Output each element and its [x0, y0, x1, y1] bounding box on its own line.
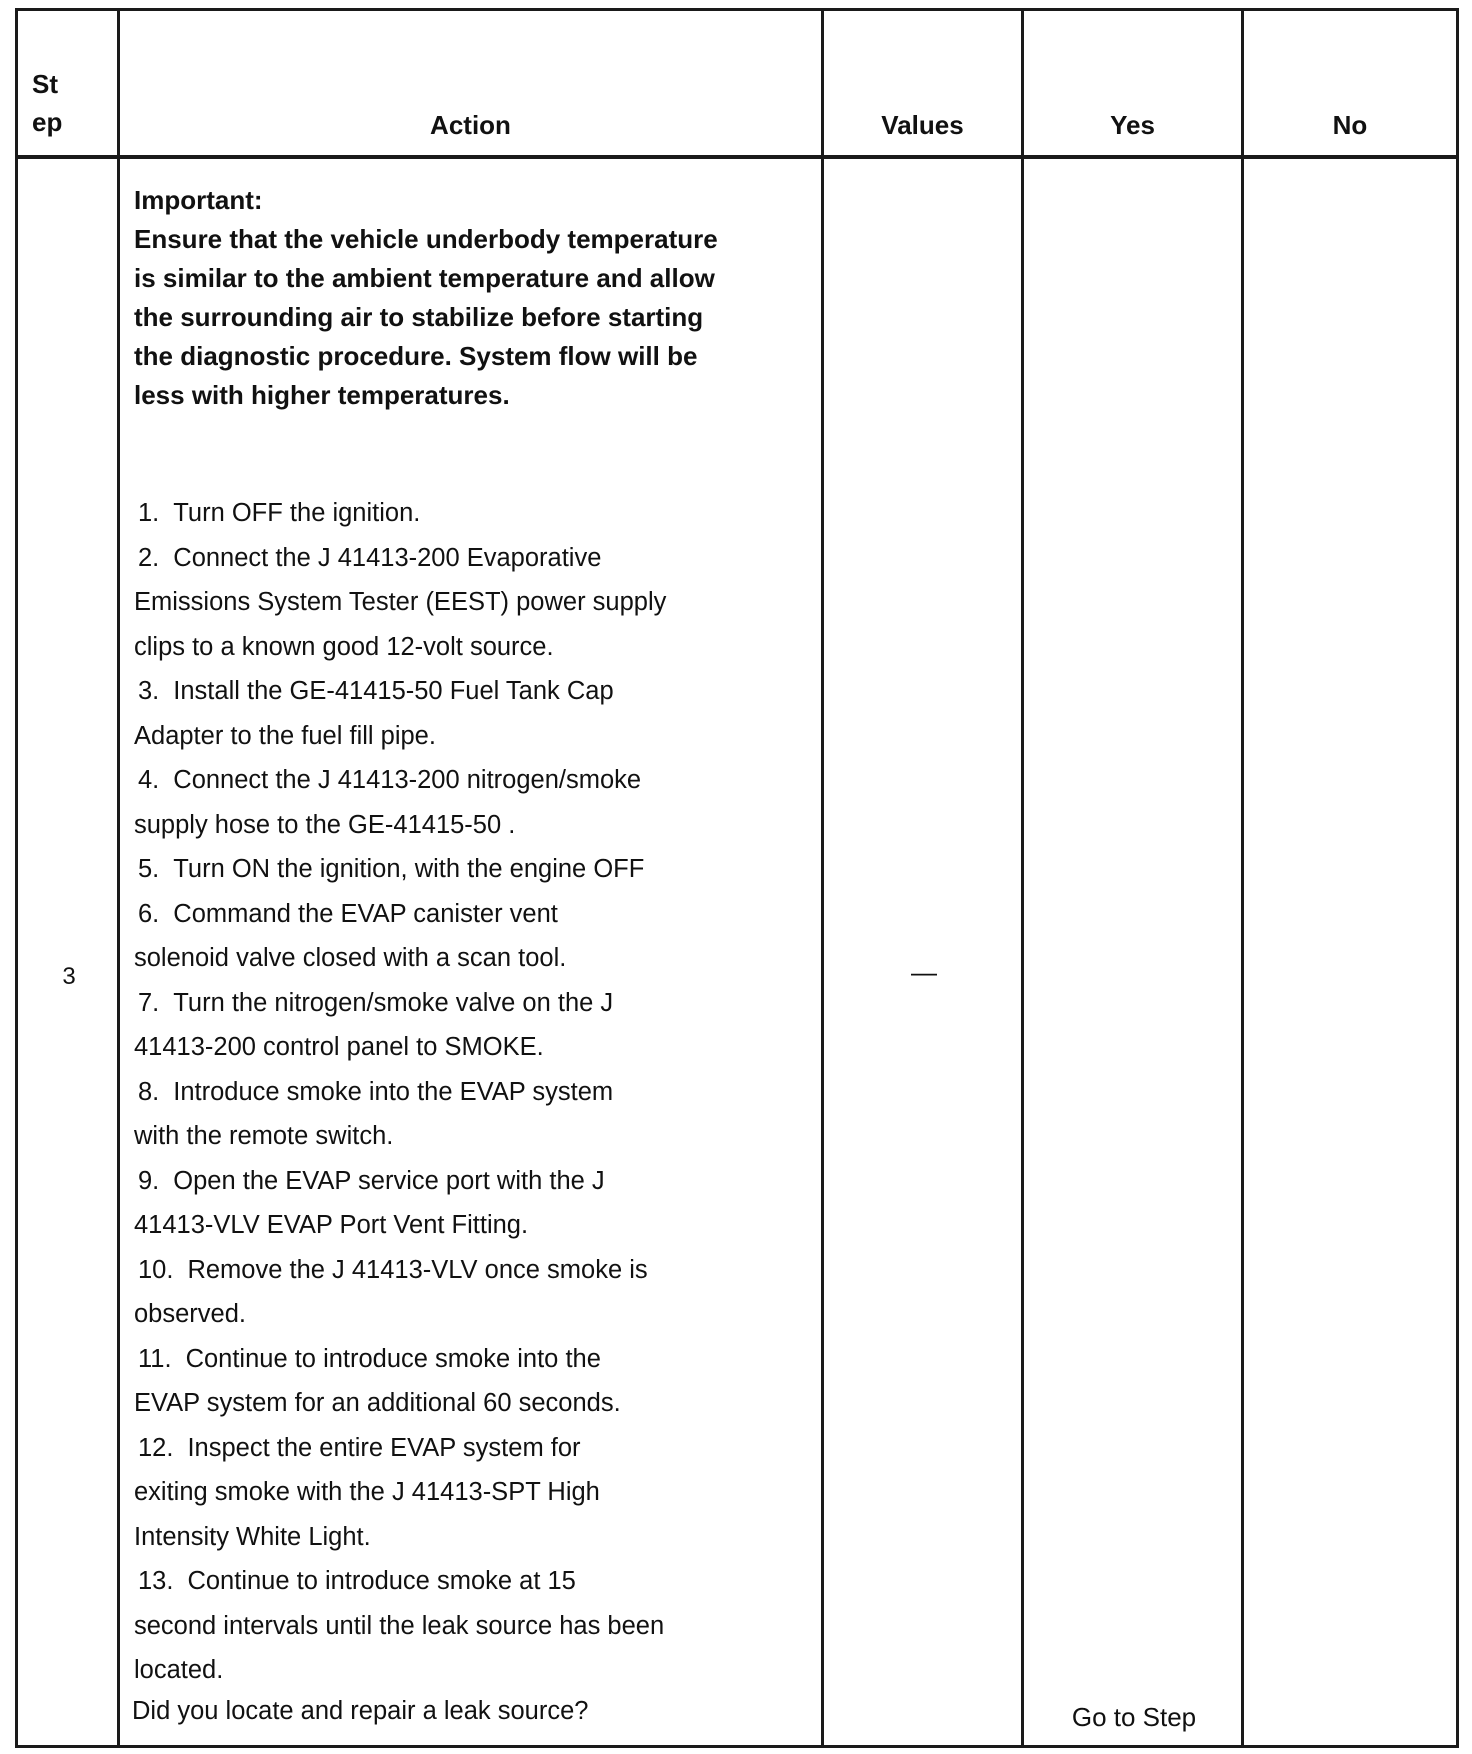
- procedure-step-line: [134, 1114, 774, 1159]
- important-line: the surrounding air to stabilize before starting: [134, 302, 704, 332]
- procedure-step-line: [134, 1159, 774, 1204]
- procedure-step-line: [134, 758, 774, 803]
- procedure-step-line: [134, 714, 774, 759]
- values-cell: —: [911, 957, 937, 987]
- yes-link[interactable]: Go to Step: [1071, 1702, 1197, 1732]
- procedure-step-line: [134, 1292, 774, 1337]
- important-line: less with higher temperatures.: [134, 380, 510, 410]
- step-number: 3: [62, 963, 76, 990]
- step-item-text: Turn the nitrogen/smoke valve on the J: [173, 988, 614, 1017]
- step-item-text: 41413-200 control panel to SMOKE.: [134, 1033, 544, 1061]
- column-divider: [821, 11, 824, 1745]
- step-item-number: 3.: [138, 677, 160, 705]
- important-line: the diagnostic procedure. System flow will be: [134, 341, 698, 371]
- procedure-step-line: [134, 625, 774, 670]
- step-item-number: 4.: [138, 766, 160, 794]
- step-item-text: Remove the J 41413-VLV once smoke is: [187, 1255, 648, 1284]
- action-cell: [134, 181, 774, 1731]
- header-step-line: ep: [32, 107, 63, 137]
- header-no: No: [1332, 110, 1368, 140]
- step-item-text: Turn OFF the ignition.: [173, 499, 421, 527]
- procedure-step-line: [134, 1203, 774, 1248]
- procedure-step-line: [134, 1248, 774, 1293]
- procedure-steps: [134, 491, 774, 1693]
- step-item-text: 41413-VLV EVAP Port Vent Fitting.: [134, 1211, 529, 1239]
- step-item-text: Introduce smoke into the EVAP system: [173, 1077, 614, 1106]
- procedure-step-line: [134, 1559, 774, 1604]
- step-item-number: 6.: [138, 899, 160, 928]
- step-item-number: 11.: [138, 1344, 172, 1373]
- header-yes: Yes: [1110, 110, 1155, 140]
- step-item-text: clips to a known good 12-volt source.: [134, 632, 554, 661]
- important-line: is similar to the ambient temperature and allow: [134, 263, 715, 293]
- procedure-step-line: [134, 1515, 774, 1560]
- procedure-step-line: [134, 847, 774, 892]
- step-item-number: 8.: [138, 1077, 160, 1106]
- step-item-text: Emissions System Tester (EEST) power supply: [134, 588, 667, 616]
- step-item-text: located.: [134, 1656, 224, 1684]
- step-item-text: exiting smoke with the J 41413-SPT High: [134, 1478, 600, 1506]
- diagnostic-table: [15, 8, 1459, 1748]
- important-note: [134, 181, 774, 415]
- header-values: Values: [881, 110, 964, 140]
- procedure-step-line: [134, 536, 774, 581]
- procedure-step-line: [134, 936, 774, 981]
- step-item-number: 12.: [138, 1433, 174, 1462]
- procedure-step-line: [134, 1337, 774, 1382]
- procedure-step-line: [134, 1470, 774, 1515]
- procedure-step-line: [134, 1070, 774, 1115]
- procedure-step-line: [134, 803, 774, 848]
- step-item-text: with the remote switch.: [134, 1122, 394, 1150]
- procedure-step-line: [134, 1381, 774, 1426]
- step-item-text: Turn ON the ignition, with the engine OFF: [173, 855, 645, 883]
- column-divider: [1021, 11, 1024, 1745]
- step-item-text: solenoid valve closed with a scan tool.: [134, 944, 567, 972]
- no-cell: [1244, 159, 1456, 1739]
- procedure-step-line: [134, 981, 774, 1026]
- step-item-number: 7.: [138, 988, 160, 1017]
- step-item-text: Open the EVAP service port with the J: [173, 1166, 605, 1195]
- column-divider: [117, 11, 120, 1745]
- step-item-text: Connect the J 41413-200 nitrogen/smoke: [173, 766, 642, 794]
- step-item-text: Connect the J 41413-200 Evaporative: [173, 543, 602, 572]
- procedure-step-line: [134, 1025, 774, 1070]
- step-item-number: 10.: [138, 1255, 174, 1284]
- step-item-text: supply hose to the GE-41415-50 .: [134, 810, 516, 839]
- question-text: Did you locate and repair a leak source?: [132, 1696, 589, 1725]
- procedure-step-line: [134, 892, 774, 937]
- step-item-text: Inspect the entire EVAP system for: [187, 1433, 581, 1462]
- step-item-text: Continue to introduce smoke into the: [185, 1344, 601, 1373]
- procedure-step-line: [134, 1648, 774, 1693]
- step-item-text: Install the GE-41415-50 Fuel Tank Cap: [173, 677, 614, 705]
- step-item-number: 2.: [138, 543, 160, 572]
- step-item-text: observed.: [134, 1300, 246, 1328]
- step-item-text: Intensity White Light.: [134, 1522, 371, 1551]
- step-item-number: 1.: [138, 499, 160, 527]
- procedure-step-line: [134, 1426, 774, 1471]
- step-item-number: 13.: [138, 1567, 174, 1595]
- procedure-step-line: [134, 669, 774, 714]
- header-action: Action: [430, 110, 511, 140]
- step-item-text: second intervals until the leak source has been: [134, 1611, 665, 1640]
- step-item-number: 5.: [138, 855, 160, 883]
- step-item-text: EVAP system for an additional 60 seconds.: [134, 1389, 621, 1417]
- header-step-line: St: [32, 69, 58, 99]
- procedure-step-line: [134, 1604, 774, 1649]
- step-item-text: Command the EVAP canister vent: [173, 899, 558, 928]
- header-step: [32, 65, 102, 141]
- step-item-text: Adapter to the fuel fill pipe.: [134, 721, 436, 750]
- important-line: Ensure that the vehicle underbody temperature: [134, 224, 718, 254]
- step-item-number: 9.: [138, 1166, 160, 1195]
- procedure-step-line: [134, 491, 774, 536]
- procedure-step-line: [134, 580, 774, 625]
- important-title: Important:: [134, 185, 263, 215]
- step-item-text: Continue to introduce smoke at 15: [187, 1567, 576, 1595]
